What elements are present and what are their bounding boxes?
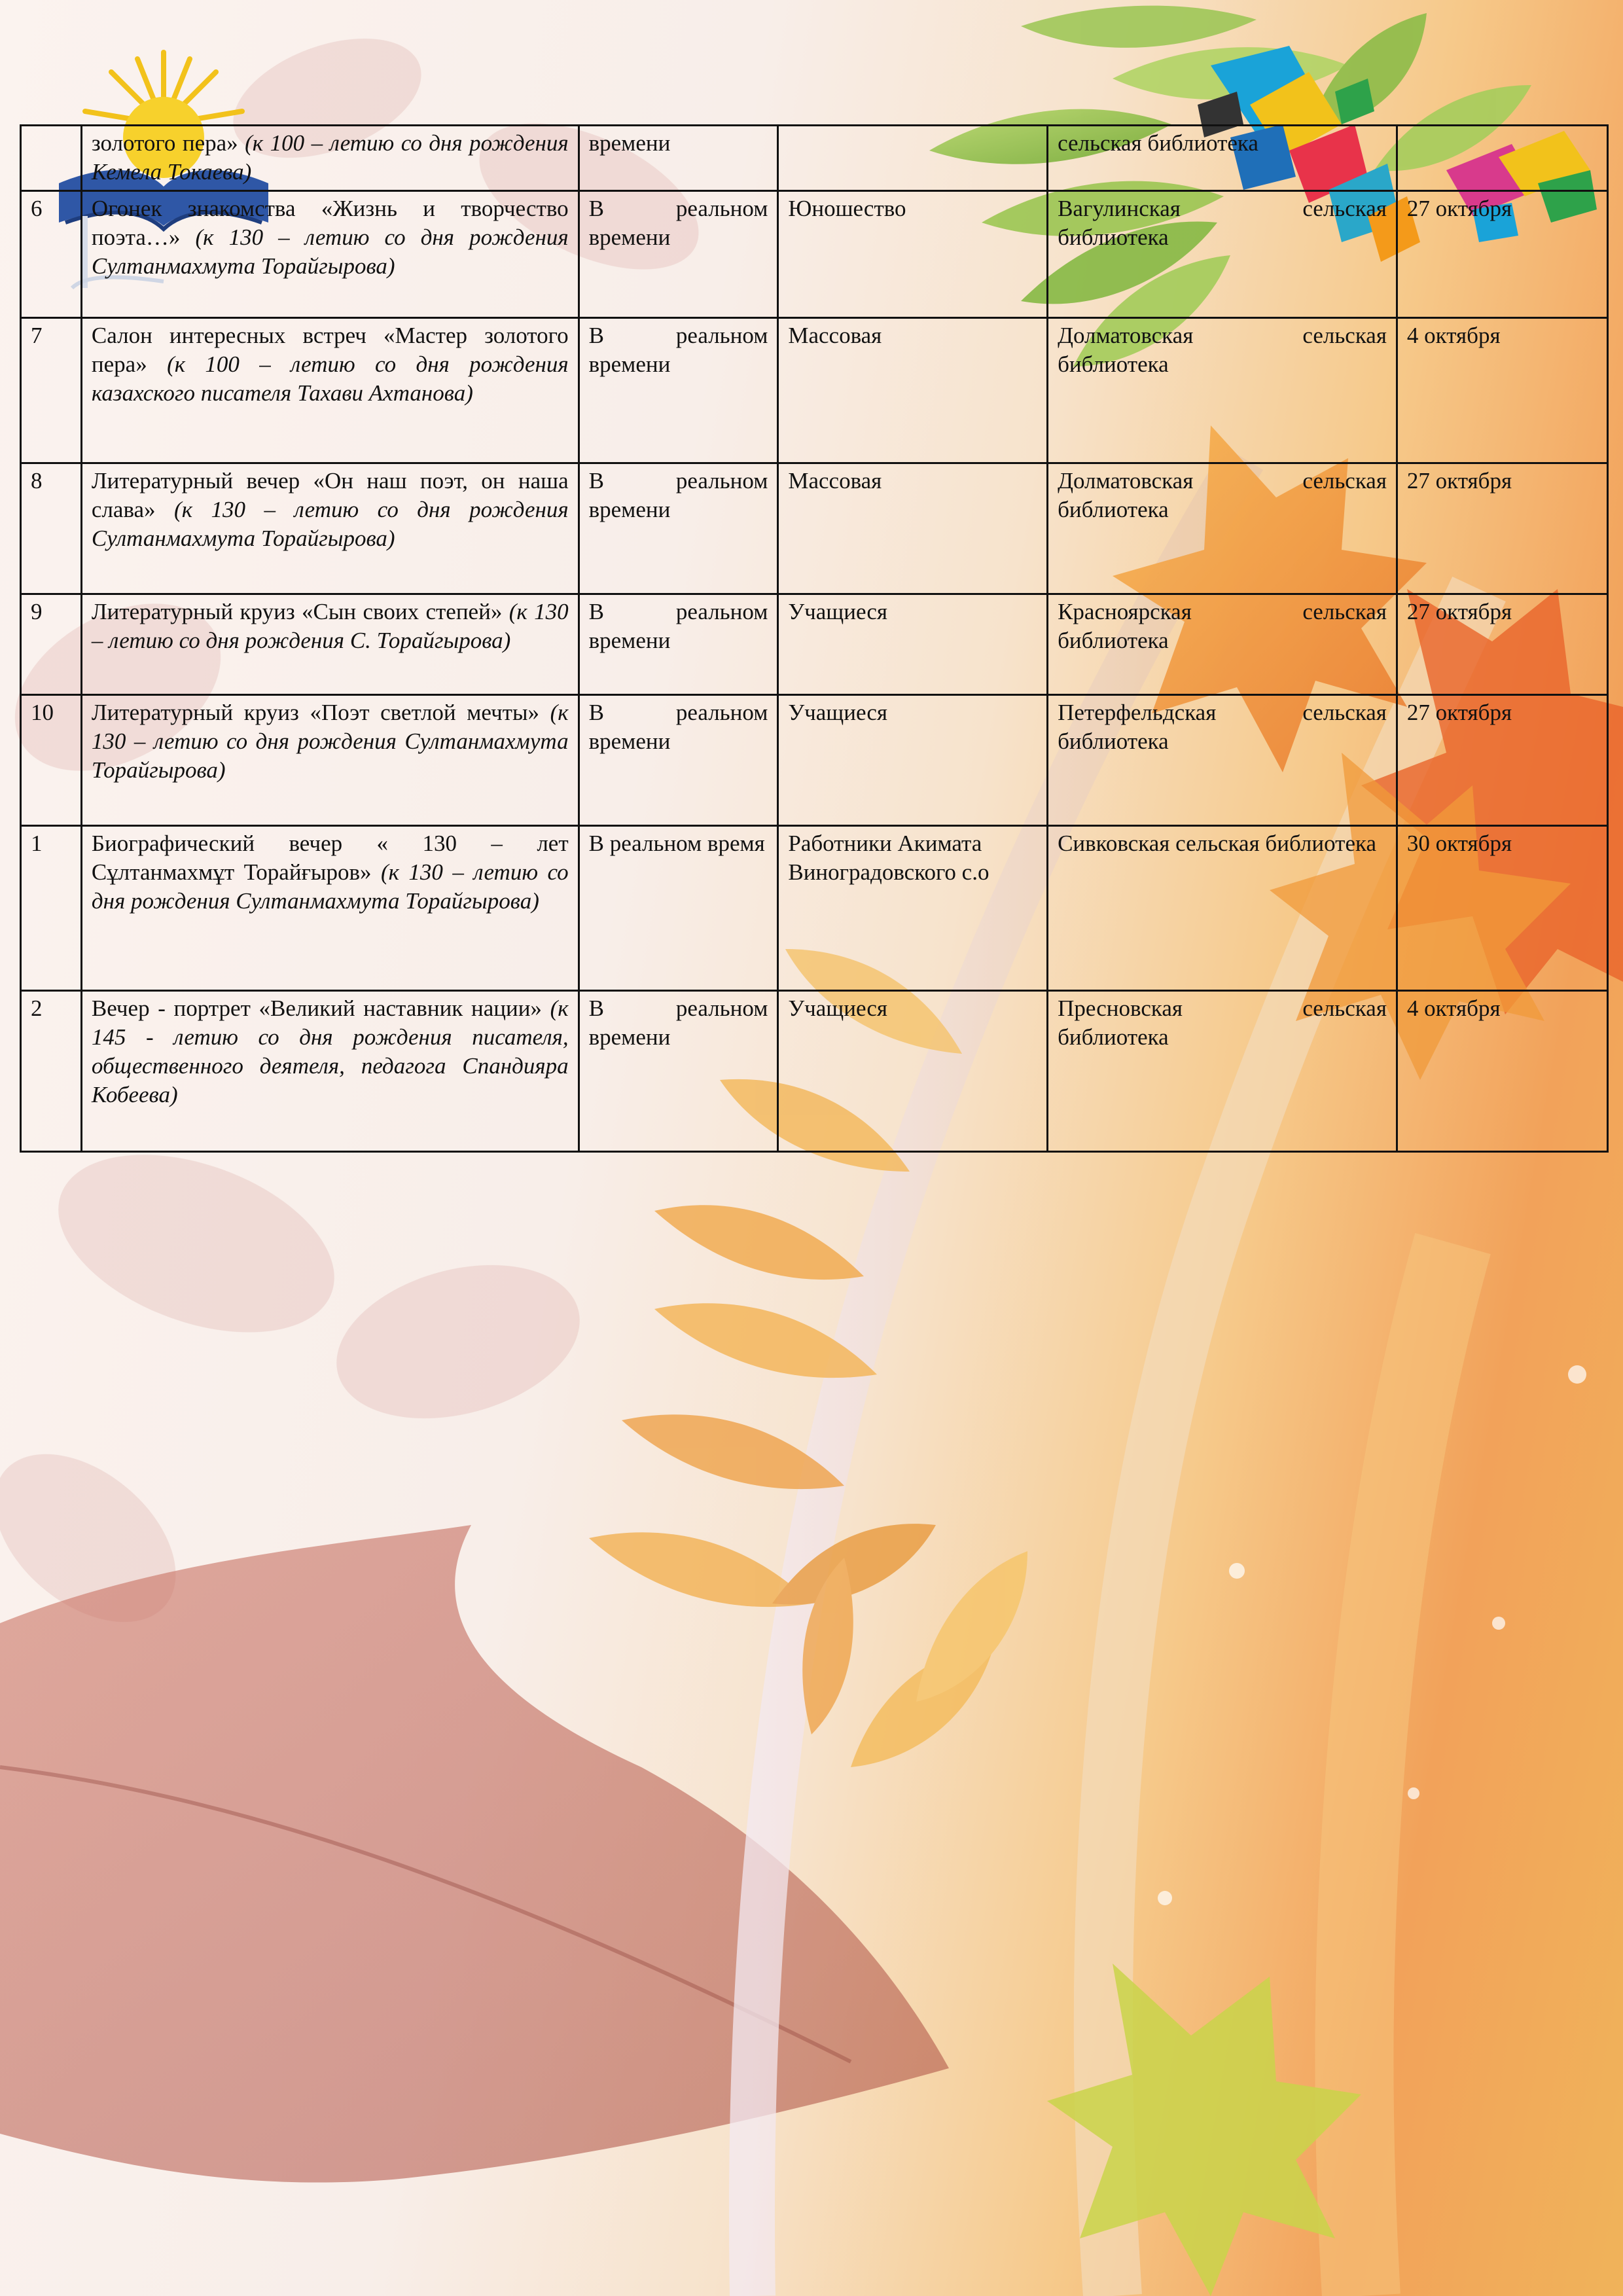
row-number: 8 — [21, 463, 82, 594]
event-title: Литературный круиз «Поэт светлой мечты» — [91, 700, 539, 725]
event-library: Вагулинская сельская библиотека — [1048, 191, 1397, 318]
event-format: времени — [579, 126, 778, 191]
event-title: Вечер - портрет «Великий наставник нации» — [91, 996, 542, 1021]
event-title: Литературный круиз «Сын своих степей» — [91, 599, 503, 624]
table-row — [21, 991, 1608, 1152]
row-number: 6 — [21, 191, 82, 318]
event-occasion: (к 130 – летию со дня рождения Султанмахмута Торайгырова) — [91, 859, 569, 914]
event-audience: Работники Акимата Виноградовского с.о — [778, 826, 1048, 991]
table-row — [21, 463, 1608, 594]
event-date: 4 октября — [1397, 991, 1607, 1152]
event-audience: Юношество — [778, 191, 1048, 318]
events-table-wrapper — [20, 124, 1609, 1153]
event-date: 4 октября — [1397, 318, 1607, 463]
event-format: В реальном времени — [579, 991, 778, 1152]
event-audience: Учащиеся — [778, 991, 1048, 1152]
event-audience — [778, 126, 1048, 191]
event-title: Салон интересных встреч «Мастер золотого пера» — [91, 323, 569, 377]
event-format: В реальном времени — [579, 191, 778, 318]
event-date — [1397, 126, 1607, 191]
row-number: 1 — [21, 826, 82, 991]
event-title-cell — [81, 991, 579, 1152]
event-audience: Учащиеся — [778, 594, 1048, 695]
event-audience: Учащиеся — [778, 695, 1048, 826]
event-occasion: (к 130 – летию со дня рождения С. Торайгырова) — [91, 599, 569, 653]
table-row — [21, 826, 1608, 991]
event-format: В реальном время — [579, 826, 778, 991]
event-library: Пресновская сельская библиотека — [1048, 991, 1397, 1152]
row-number: 2 — [21, 991, 82, 1152]
events-table — [20, 124, 1609, 1153]
event-title-cell — [81, 318, 579, 463]
event-occasion: (к 100 – летию со дня рождения Кемела Токаева) — [91, 130, 569, 185]
event-format: В реальном времени — [579, 594, 778, 695]
event-occasion: (к 130 – летию со дня рождения Султанмахмута Торайгырова) — [91, 497, 569, 551]
row-number: 7 — [21, 318, 82, 463]
event-date: 30 октября — [1397, 826, 1607, 991]
event-occasion: (к 100 – летию со дня рождения казахского писателя Тахави Ахтанова) — [91, 351, 569, 406]
event-library: Долматовская сельская библиотека — [1048, 318, 1397, 463]
event-title: золотого пера» — [91, 130, 238, 156]
event-date: 27 октября — [1397, 594, 1607, 695]
row-number: 10 — [21, 695, 82, 826]
event-title: Литературный вечер «Он наш поэт, он наша слава» — [91, 468, 569, 522]
event-title: Огонек знакомства «Жизнь и творчество поэта…» — [91, 196, 569, 250]
table-row — [21, 318, 1608, 463]
event-library: сельская библиотека — [1048, 126, 1397, 191]
table-row — [21, 594, 1608, 695]
event-format: В реальном времени — [579, 695, 778, 826]
event-library: Петерфельдская сельская библиотека — [1048, 695, 1397, 826]
event-title-cell — [81, 594, 579, 695]
event-audience: Массовая — [778, 463, 1048, 594]
row-number — [21, 126, 82, 191]
table-row — [21, 695, 1608, 826]
event-date: 27 октября — [1397, 463, 1607, 594]
event-date: 27 октября — [1397, 191, 1607, 318]
event-title-cell — [81, 126, 579, 191]
event-title-cell — [81, 463, 579, 594]
row-number: 9 — [21, 594, 82, 695]
event-title-cell — [81, 826, 579, 991]
event-occasion: (к 145 - летию со дня рождения писателя, общественного деятеля, педагога Спандияра Кобеева) — [91, 996, 569, 1107]
event-format: В реальном времени — [579, 318, 778, 463]
event-library: Сивковская сельская библиотека — [1048, 826, 1397, 991]
event-title-cell — [81, 695, 579, 826]
event-date: 27 октября — [1397, 695, 1607, 826]
table-row — [21, 191, 1608, 318]
table-row — [21, 126, 1608, 191]
event-occasion: (к 130 – летию со дня рождения Султанмахмута Торайгырова) — [91, 700, 569, 783]
event-occasion: (к 130 – летию со дня рождения Султанмахмута Торайгырова) — [91, 224, 569, 279]
event-audience: Массовая — [778, 318, 1048, 463]
event-format: В реальном времени — [579, 463, 778, 594]
event-title-cell — [81, 191, 579, 318]
event-title: Биографический вечер « 130 – лет Сұлтанмахмұт Торайғыров» — [91, 831, 569, 885]
event-library: Долматовская сельская библиотека — [1048, 463, 1397, 594]
event-library: Красноярская сельская библиотека — [1048, 594, 1397, 695]
